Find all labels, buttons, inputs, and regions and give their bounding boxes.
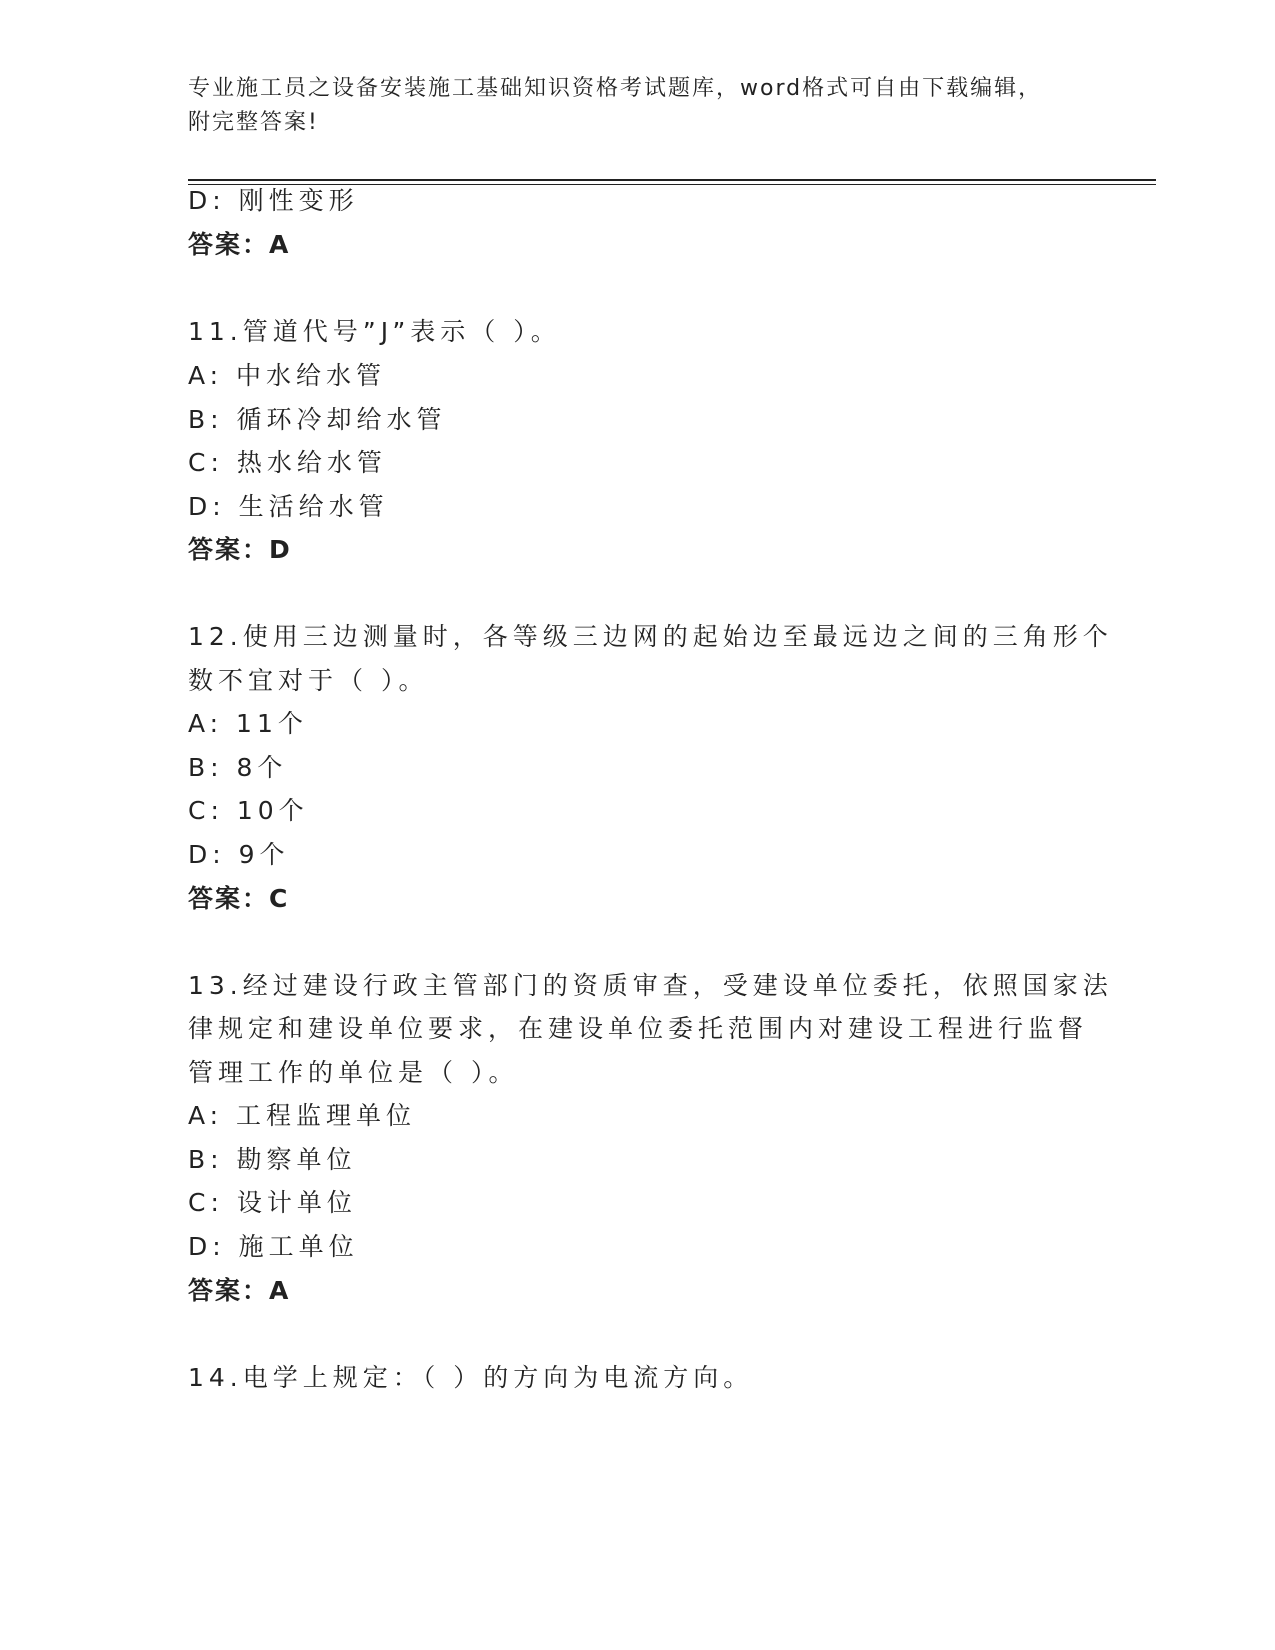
q13-option-c: C: 设计单位 — [188, 1188, 357, 1217]
q12-answer: 答案：C — [188, 884, 290, 913]
document-header — [188, 72, 1088, 140]
q11-option-b: B: 循环冷却给水管 — [188, 405, 447, 434]
q11-stem-line-1: 11.管道代号”J”表示（ ）。 — [188, 317, 561, 346]
prev-option-d: D: 刚性变形 — [188, 186, 359, 215]
q13-option-b: B: 勘察单位 — [188, 1145, 357, 1174]
q11-option-c: C: 热水给水管 — [188, 448, 387, 477]
q11-option-d: D: 生活给水管 — [188, 492, 389, 521]
q11-answer: 答案：D — [188, 535, 292, 564]
q13-option-d: D: 施工单位 — [188, 1232, 359, 1261]
q13-option-a: A: 工程监理单位 — [188, 1101, 417, 1130]
q12-stem-line-1: 12.使用三边测量时，各等级三边网的起始边至最远边之间的三角形个 — [188, 622, 1113, 651]
q13-answer: 答案：A — [188, 1276, 291, 1305]
header-rule-thick — [188, 179, 1156, 181]
header-line-1: 专业施工员之设备安装施工基础知识资格考试题库，word格式可自由下载编辑， — [188, 76, 1043, 101]
q12-option-a: A: 11个 — [188, 709, 308, 738]
header-line-2: 附完整答案! — [188, 110, 319, 135]
q12-option-b: B: 8个 — [188, 753, 288, 782]
q12-stem-line-2: 数不宜对于（ ）。 — [188, 666, 429, 695]
q12-option-c: C: 10个 — [188, 796, 309, 825]
q11-option-a: A: 中水给水管 — [188, 361, 387, 390]
q14-stem-line-1: 14.电学上规定：（ ）的方向为电流方向。 — [188, 1363, 754, 1392]
q13-stem-line-3: 管理工作的单位是（ ）。 — [188, 1058, 519, 1087]
prev-answer: 答案：A — [188, 230, 291, 259]
q12-option-d: D: 9个 — [188, 840, 290, 869]
q13-stem-line-2: 律规定和建设单位要求，在建设单位委托范围内对建设工程进行监督 — [188, 1014, 1089, 1043]
q13-stem-line-1: 13.经过建设行政主管部门的资质审查，受建设单位委托，依照国家法 — [188, 971, 1113, 1000]
